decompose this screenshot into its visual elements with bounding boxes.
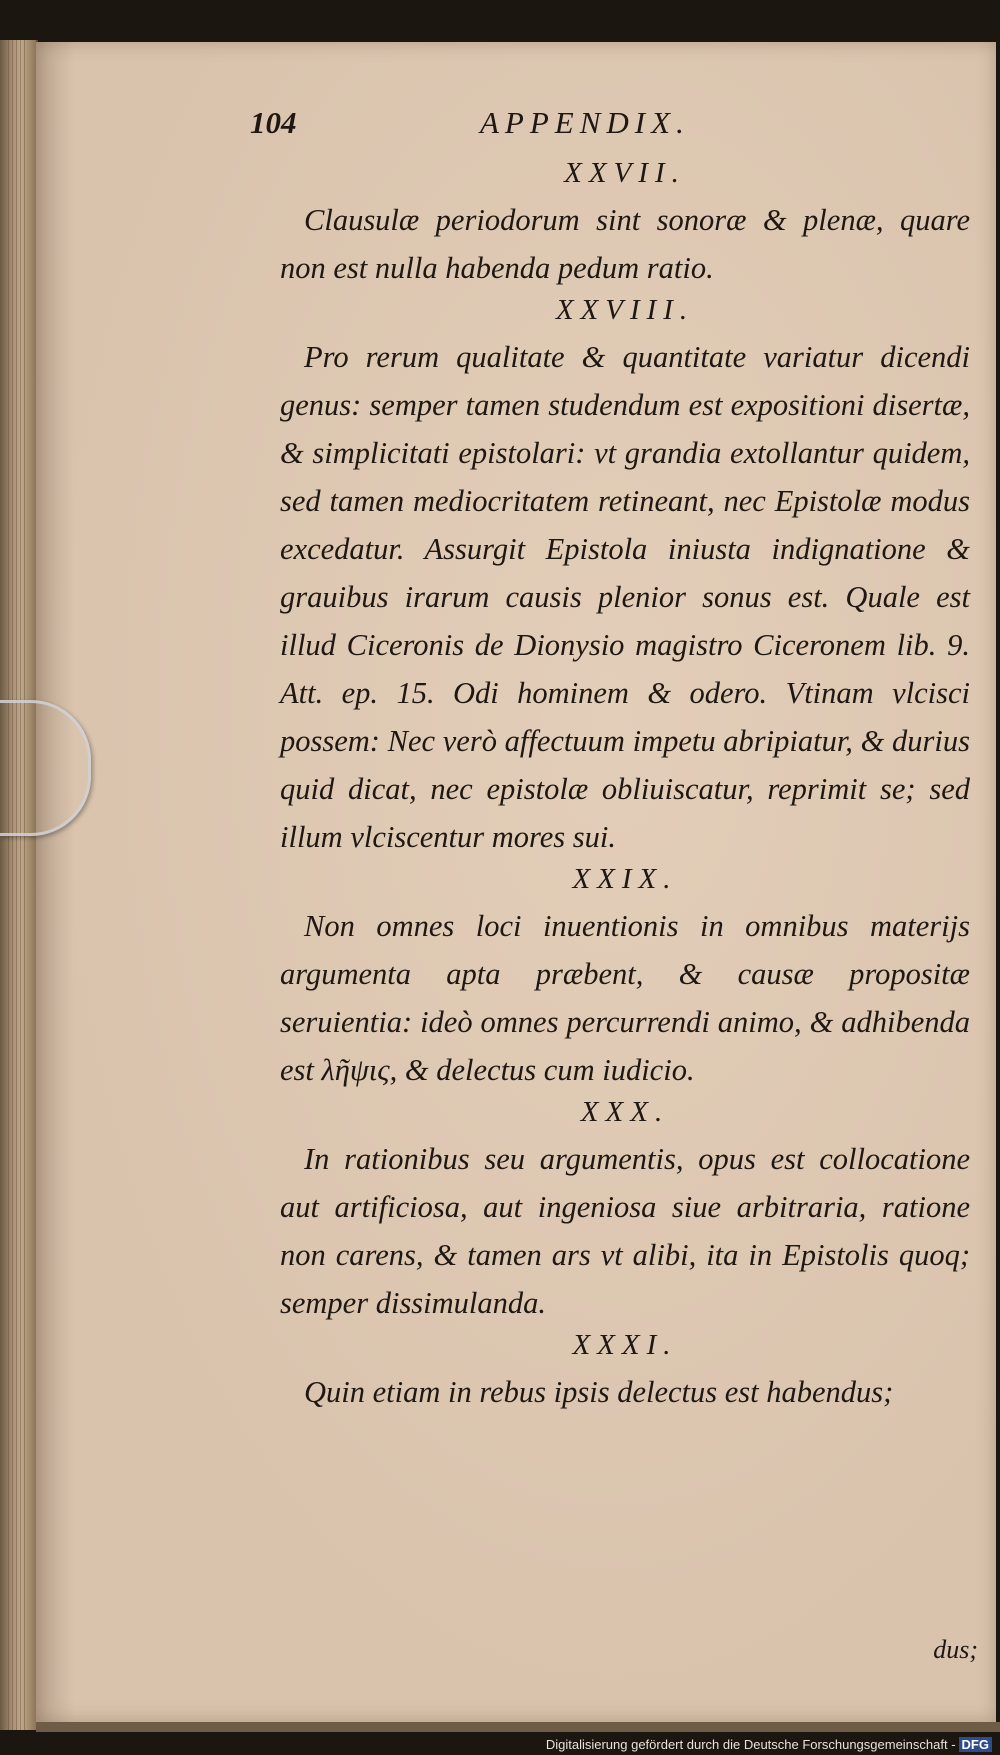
digitization-credit [546, 1737, 992, 1752]
page-bottom-edge [36, 1722, 1000, 1732]
section-numeral: XXIX. [572, 863, 678, 895]
section-31 [280, 1329, 970, 1416]
page-number: 104 [250, 105, 297, 140]
section-numeral: XXVII. [564, 157, 686, 189]
section-text: In rationibus seu argumentis, opus est collocatione aut artificiosa, aut ingeniosa siue arbitraria, ratione non carens, & tamen ars vt alibi, ita in Epistolis quoq; semper dissimulanda. [280, 1142, 970, 1320]
page-content [250, 105, 970, 1416]
section-numeral: XXX. [580, 1096, 670, 1128]
page-header [250, 105, 970, 155]
section-text: Clausulæ periodorum sint sonoræ & plenæ, quare non est nulla habenda pedum ratio. [280, 203, 970, 285]
section-27 [280, 157, 970, 292]
section-text: Quin etiam in rebus ipsis delectus est habendus; [304, 1375, 894, 1409]
section-numeral: XXVIII. [555, 294, 695, 326]
section-28 [280, 294, 970, 861]
section-29 [280, 863, 970, 1094]
catchword: dus; [933, 1635, 978, 1664]
book-edge [0, 40, 38, 1730]
dfg-logo: DFG [959, 1737, 992, 1752]
section-30 [280, 1096, 970, 1327]
credit-text: Digitalisierung gefördert durch die Deutsche Forschungsgemeinschaft - [545, 1737, 956, 1752]
section-text: Pro rerum qualitate & quantitate variatur dicendi genus: semper tamen studendum est expositioni disertæ, & simplicitati epistolari: vt grandia extollantur quidem, sed tamen mediocritatem retineant, nec Epistolæ modus excedatur. Assurgit Epistola iniusta indignatione & grauibus irarum causis plenior sonus est. Quale est illud Ciceronis de Dionysio magistro Ciceronem lib. 9. Att. ep. 15. Odi hominem & odero. Vtinam vlcisci possem: Nec verò affectuum impetu abripiatur, & durius quid dicat, nec epistolæ obliuiscatur, reprimit se; sed illum vlciscentur mores sui. [280, 340, 970, 854]
running-head: APPENDIX. [480, 105, 690, 140]
section-numeral: XXXI. [572, 1329, 678, 1361]
section-text: Non omnes loci inuentionis in omnibus materijs argumenta apta præbent, & causæ propositæ seruientia: ideò omnes percurrendi animo, & adhibenda est λῆψις, & delectus cum iudicio. [280, 909, 970, 1087]
